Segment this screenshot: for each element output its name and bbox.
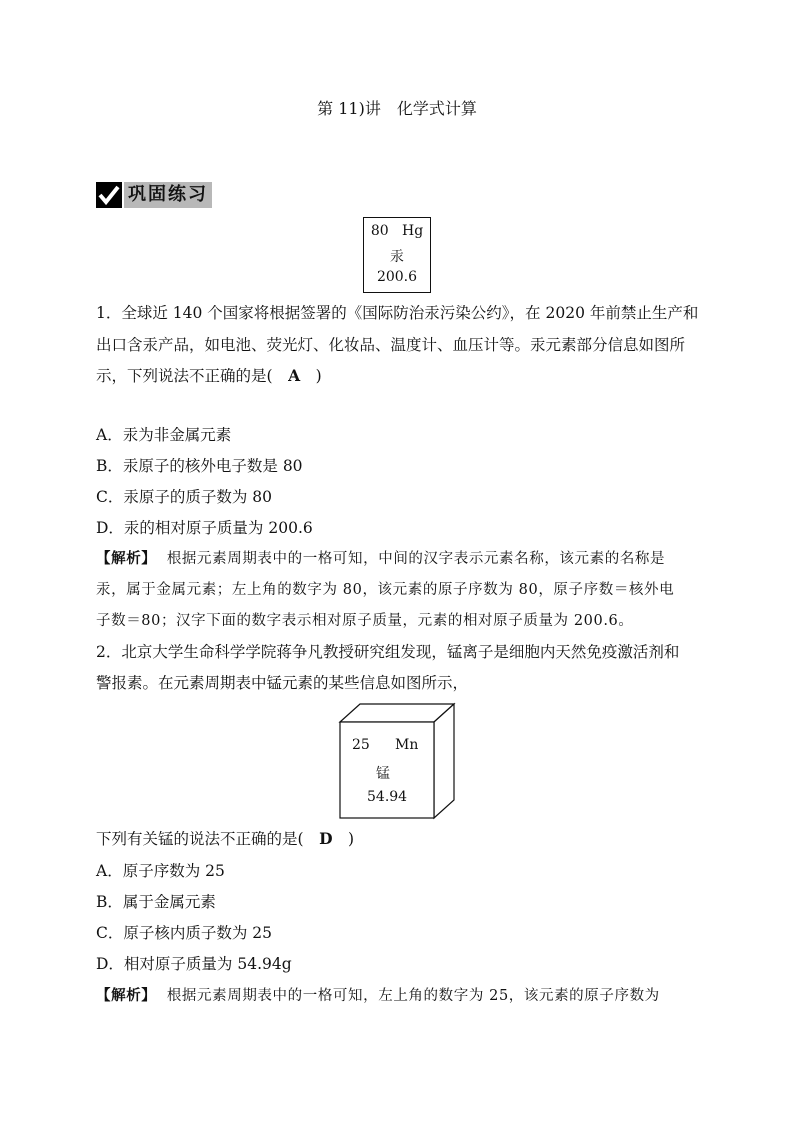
q1-explanation-line-2: 汞，属于金属元素；左上角的数字为 80，该元素的原子序数为 80，原子序数＝核外电 bbox=[96, 582, 675, 598]
q1-option-b: B．汞原子的核外电子数是 80 bbox=[96, 457, 303, 475]
q1-line-1: 1．全球近 140 个国家将根据签署的《国际防治汞污染公约》，在 2020 年前禁止生产和 bbox=[96, 304, 699, 322]
q2-explanation-line-1: 【解析】 根据元素周期表中的一格可知，左上角的数字为 25，该元素的原子序数为 bbox=[96, 987, 660, 1004]
q1-explanation-line-1: 【解析】 根据元素周期表中的一格可知，中间的汉字表示元素名称，该元素的名称是 bbox=[96, 550, 666, 567]
page-title: 第 11)讲 化学式计算 bbox=[317, 99, 477, 118]
mn-mass: 54.94 bbox=[367, 789, 408, 805]
q1-line-3 bbox=[96, 366, 322, 386]
q2-option-b: B．属于金属元素 bbox=[96, 893, 216, 911]
q1-paren-close: ) bbox=[300, 367, 322, 385]
hg-number: 80 bbox=[370, 223, 389, 239]
q2-option-a: A．原子序数为 25 bbox=[96, 862, 225, 880]
q2-option-d: D．相对原子质量为 54.94g bbox=[96, 955, 292, 973]
mn-symbol: Mn bbox=[395, 737, 419, 753]
q2-line-2: 警报素。在元素周期表中锰元素的某些信息如图所示， bbox=[96, 674, 469, 692]
q1-answer: A bbox=[288, 366, 301, 385]
checkmark-icon bbox=[96, 182, 122, 208]
q2-question-text: 下列有关锰的说法不正确的是( bbox=[96, 830, 320, 848]
mn-number: 25 bbox=[352, 737, 370, 753]
q2-answer: D bbox=[319, 829, 333, 848]
q1-option-c: C．汞原子的质子数为 80 bbox=[96, 488, 273, 506]
q1-explanation-tag: 【解析】 bbox=[96, 550, 157, 567]
q1-explanation-line-3: 子数＝80；汉字下面的数字表示相对原子质量，元素的相对原子质量为 200.6。 bbox=[96, 613, 634, 629]
q2-question bbox=[96, 829, 354, 849]
q2-line-1: 2．北京大学生命科学学院蒋争凡教授研究组发现，锰离子是细胞内天然免疫激活剂和 bbox=[96, 643, 680, 661]
q1-line-2: 出口含汞产品，如电池、荧光灯、化妆品、温度计、血压计等。汞元素部分信息如图所 bbox=[96, 336, 686, 354]
q2-paren-close: ) bbox=[332, 830, 355, 848]
q1-question-text: 示，下列说法不正确的是( bbox=[96, 367, 289, 385]
section-badge bbox=[96, 182, 212, 208]
q1-option-d: D．汞的相对原子质量为 200.6 bbox=[96, 519, 313, 537]
hg-element-card bbox=[363, 217, 431, 293]
section-badge-label: 巩固练习 bbox=[124, 182, 212, 208]
hg-number-symbol bbox=[364, 223, 430, 239]
q2-option-c: C．原子核内质子数为 25 bbox=[96, 924, 273, 942]
hg-mass: 200.6 bbox=[376, 269, 418, 285]
q1-option-a: A．汞为非金属元素 bbox=[96, 426, 232, 444]
mn-name: 锰 bbox=[376, 766, 390, 782]
hg-symbol: Hg bbox=[402, 223, 424, 239]
q2-explanation-tag: 【解析】 bbox=[96, 987, 157, 1004]
hg-name: 汞 bbox=[390, 249, 404, 265]
